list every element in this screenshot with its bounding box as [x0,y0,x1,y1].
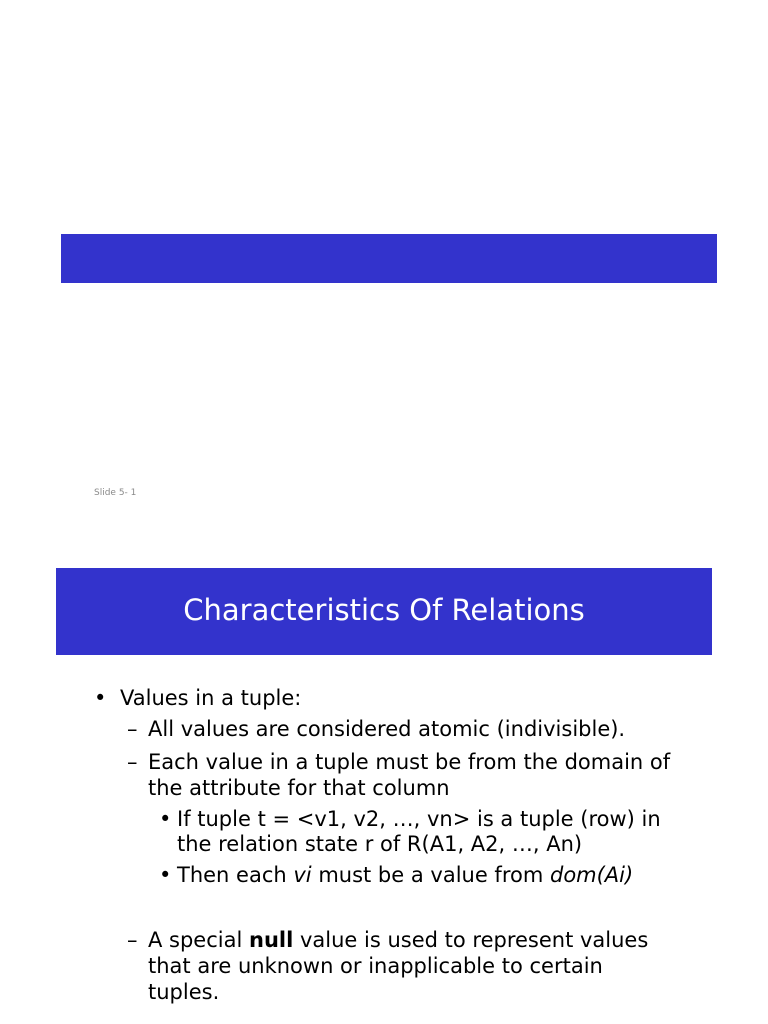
slide-title: Characteristics Of Relations [183,593,585,627]
text-segment: A special [148,928,249,952]
italic-term: vi [293,863,312,887]
sub-sub-bullet-text-continued: the relation state r of R(A1, A2, …, An) [177,832,583,856]
bullet-marker: • [159,863,172,887]
sub-sub-bullet-text: If tuple t = <v1, v2, …, vn> is a tuple (row) in [177,807,661,831]
slide-title-bar [56,568,712,655]
bullet-marker: • [94,686,107,710]
slide-number: Slide 5- 1 [94,488,137,498]
text-segment: Then each [177,863,294,887]
sub-sub-bullet-text [177,862,633,888]
sub-bullet-text [148,927,648,953]
bold-term: null [249,928,294,952]
sub-bullet-text: Each value in a tuple must be from the domain of [148,750,671,774]
bullet-text: Values in a tuple: [120,686,302,710]
sub-bullet-text-continued: that are unknown or inapplicable to certain [148,954,603,978]
text-segment: must be a value from [311,863,550,887]
slide-title: Relational Database Constraints [144,289,653,325]
dash-marker: – [127,928,138,952]
dash-marker: – [127,750,138,774]
sub-bullet-text-continued: tuples. [148,980,220,1004]
text-segment: value is used to represent values [293,928,649,952]
bullet-marker: • [159,807,172,831]
italic-term: dom(Ai) [549,863,634,887]
dash-marker: – [127,717,138,741]
sub-bullet-text: All values are considered atomic (indivisible). [148,717,626,741]
sub-bullet-text-continued: the attribute for that column [148,776,450,800]
slide-title-bar [61,234,717,325]
